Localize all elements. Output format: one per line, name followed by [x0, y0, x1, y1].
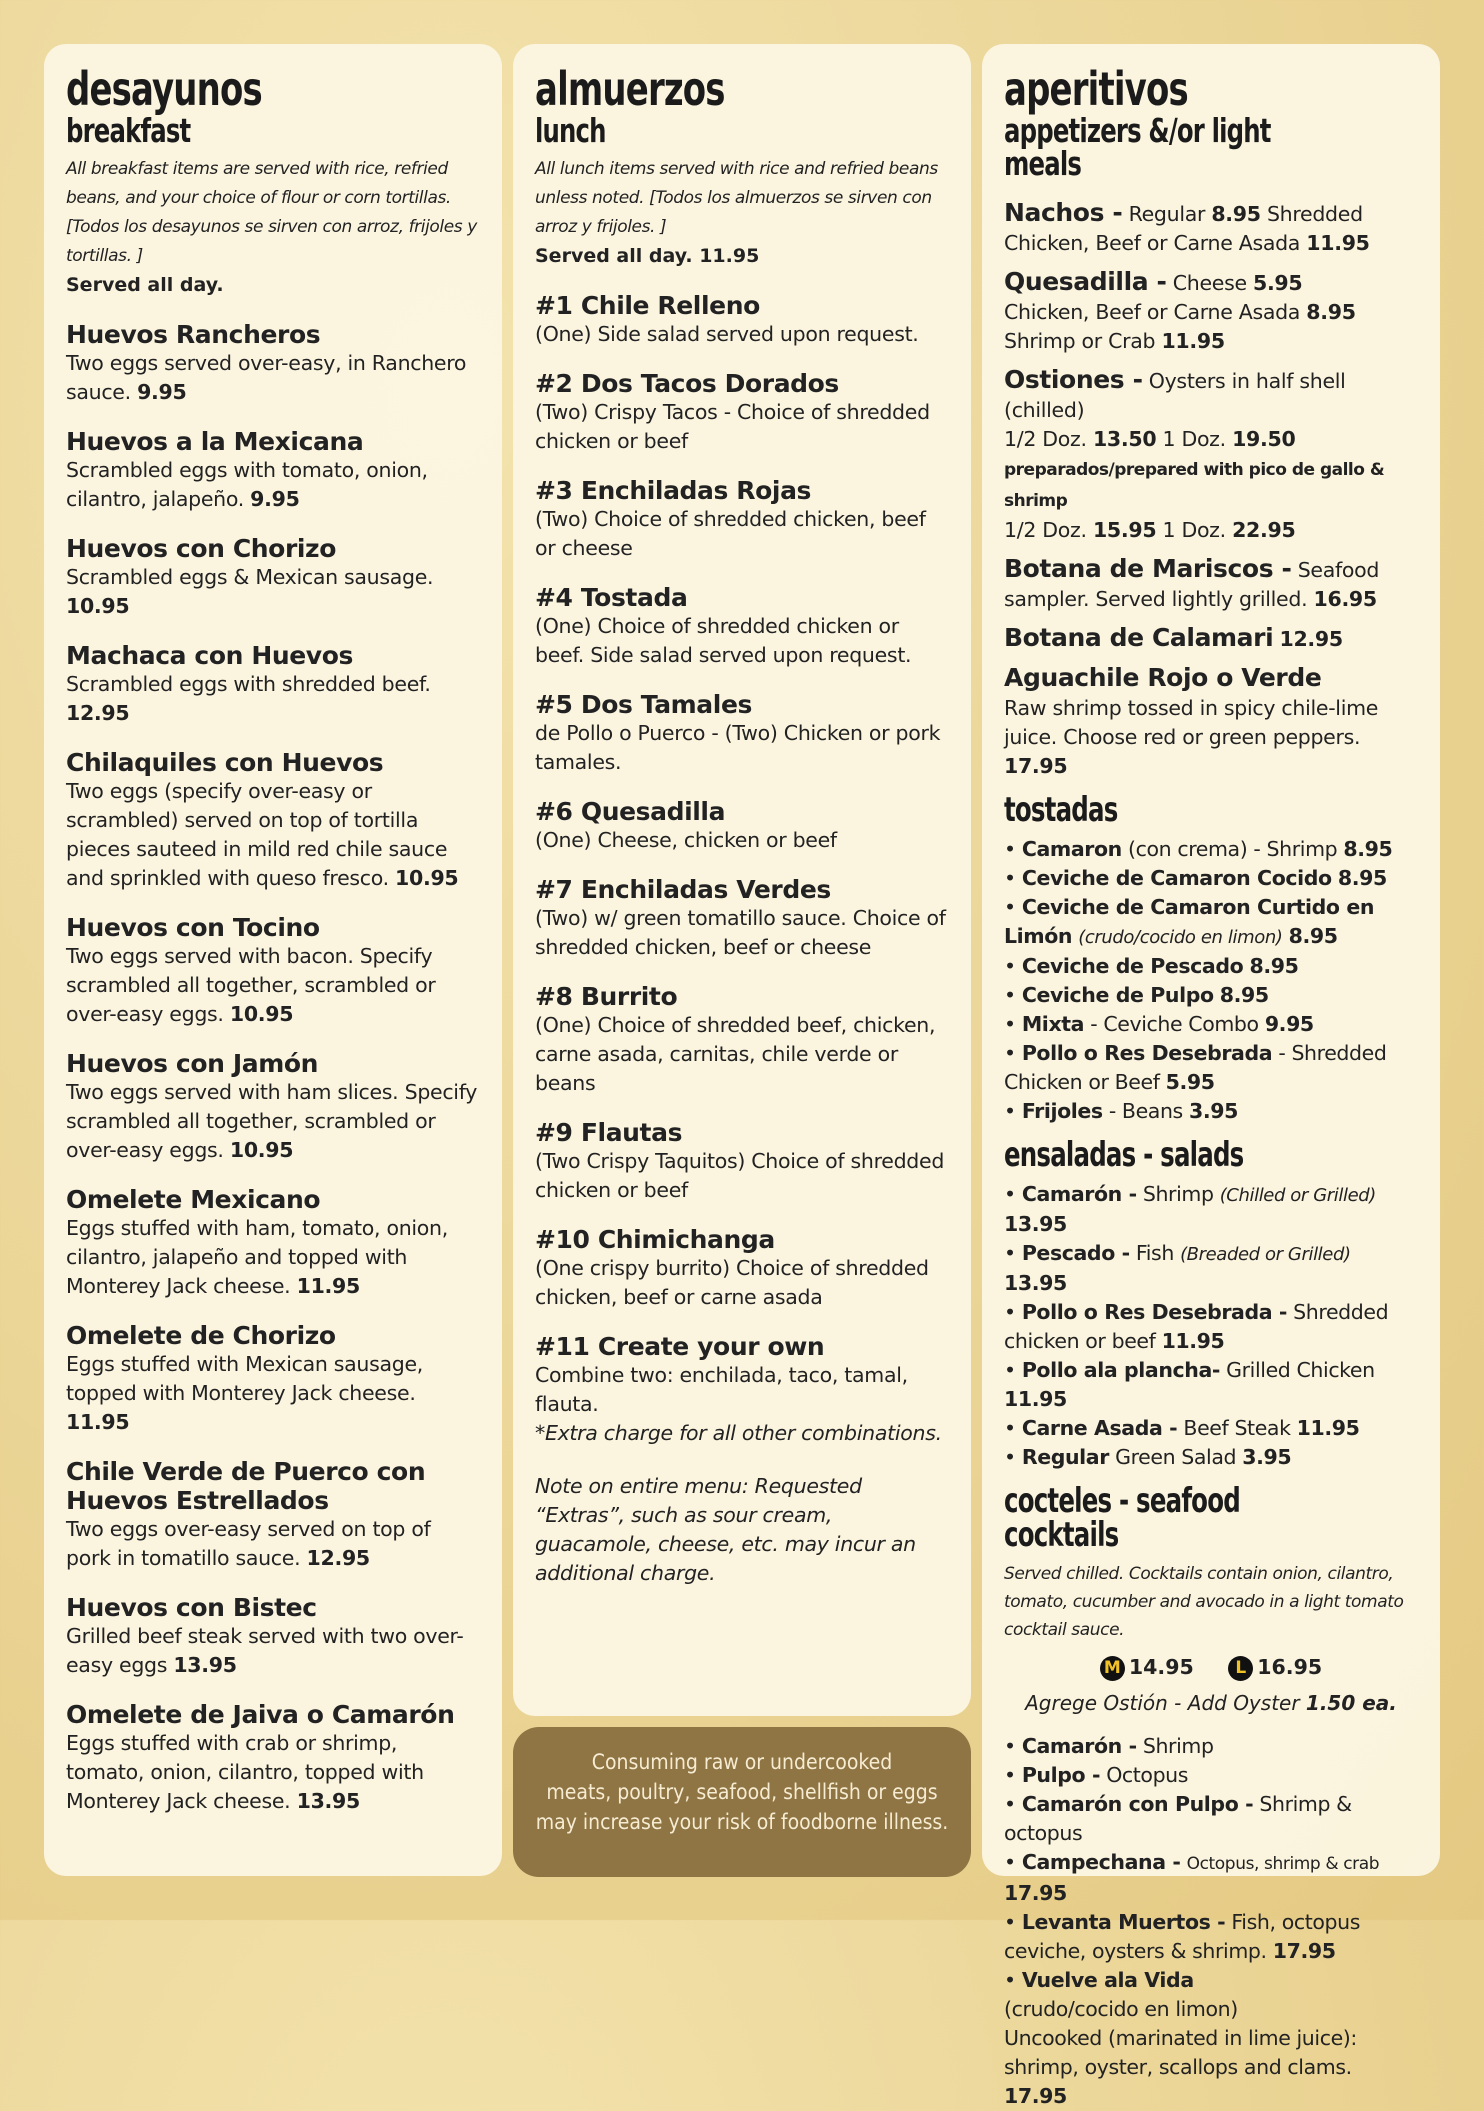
item-name: Pollo o Res Desebrada	[1021, 1041, 1273, 1065]
item-name: Pollo ala plancha-	[1021, 1358, 1221, 1382]
item-price: 12.95	[66, 701, 130, 725]
item-desc: (One) Choice of shredded beef, chicken, carne asada, carnitas, chile verde or beans	[535, 1013, 936, 1095]
item-price: 17.95	[1004, 2084, 1067, 2108]
lunch-intro: All lunch items served with rice and refried beans unless noted. [Todos los almuerzos se sirven con arroz y frijoles. ]	[535, 159, 938, 237]
size-label: 1/2 Doz.	[1004, 427, 1087, 451]
add-oyster-note	[1004, 1688, 1418, 1718]
item-name: Ceviche de Pulpo	[1021, 983, 1214, 1007]
item-name: Pescado -	[1021, 1241, 1130, 1265]
appetizers-panel	[982, 44, 1440, 2108]
lunch-item	[535, 690, 949, 777]
size-label: 1 Doz.	[1162, 427, 1226, 451]
lunch-item	[535, 1225, 949, 1312]
lunch-title: almuerzos	[535, 62, 725, 116]
lunch-subtitle: lunch	[535, 111, 606, 150]
breakfast-served: Served all day.	[66, 274, 224, 296]
lunch-item	[535, 583, 949, 670]
item-desc: Eggs stuffed with crab or shrimp, tomato, onion, cilantro, topped with Monterey Jack cheese.	[66, 1731, 424, 1813]
item-note: (crudo/cocido en limon)	[1004, 1997, 1238, 2021]
item-price: 12.95	[1279, 627, 1343, 651]
item-price: 11.95	[1161, 329, 1225, 353]
item-price: 11.95	[1004, 1387, 1067, 1411]
large-price: 16.95	[1257, 1655, 1323, 1679]
item-price: 8.95	[1249, 954, 1299, 978]
breakfast-subtitle: breakfast	[66, 111, 191, 150]
salad-item: • Camarón - Shrimp (Chilled or Grilled) 13.95	[1004, 1182, 1376, 1236]
item-desc: Shredded chicken or beef	[1004, 1300, 1389, 1353]
item-price: 3.95	[1242, 1445, 1292, 1469]
item-name: Botana de Calamari	[1004, 623, 1274, 652]
item-desc: Two eggs served over-easy, in Ranchero sauce.	[66, 351, 467, 404]
item-price: 9.95	[250, 487, 300, 511]
item-name: Huevos con Tocino	[66, 913, 320, 942]
item-desc: de Pollo o Puerco - (Two) Chicken or pork tamales.	[535, 721, 941, 774]
item-name: Omelete Mexicano	[66, 1185, 321, 1214]
item-name: Regular	[1021, 1445, 1109, 1469]
item-desc: Seafood sampler. Served lightly grilled.	[1004, 558, 1380, 611]
item-desc: Shredded Chicken, Beef or Carne Asada	[1004, 202, 1363, 255]
item-name: #6 Quesadilla	[535, 797, 726, 826]
item-price: 5.95	[1165, 1070, 1215, 1094]
item-name: #7 Enchiladas Verdes	[535, 875, 831, 904]
appetizer-quesadilla	[1004, 267, 1418, 356]
breakfast-item	[66, 641, 480, 728]
item-name: Huevos con Jamón	[66, 1049, 319, 1078]
menu-note: Note on entire menu: Requested “Extras”, such as sour cream, guacamole, cheese, etc. may incur an additional charge.	[535, 1474, 916, 1585]
item-name: #9 Flautas	[535, 1118, 683, 1147]
tostada-item: • Mixta - Ceviche Combo 9.95	[1004, 1012, 1314, 1036]
cocktail-sizes	[1004, 1652, 1418, 1682]
item-desc: Beef Steak	[1183, 1416, 1291, 1440]
breakfast-item	[66, 534, 480, 621]
breakfast-item	[66, 427, 480, 514]
item-name: #10 Chimichanga	[535, 1225, 775, 1254]
size-large	[1228, 1655, 1322, 1679]
cocktail-item: • Camarón con Pulpo - Shrimp & octopus	[1004, 1792, 1352, 1845]
item-name: #8 Burrito	[535, 982, 678, 1011]
item-desc: Chicken, Beef or Carne Asada	[1004, 300, 1301, 324]
item-name: Frijoles	[1021, 1099, 1103, 1123]
lunch-item	[535, 291, 949, 349]
item-desc: Grilled Chicken	[1226, 1358, 1375, 1382]
cocktails-title: cocteles - seafood cocktails	[1004, 1481, 1240, 1555]
item-price: 8.95	[1337, 866, 1387, 890]
cocktail-item: • Levanta Muertos - Fish, octopus ceviche, oysters & shrimp. 17.95	[1004, 1910, 1360, 1963]
item-name: Chilaquiles con Huevos	[66, 748, 384, 777]
item-price: 10.95	[66, 594, 130, 618]
lunch-item	[535, 369, 949, 456]
salad-item: • Regular Green Salad 3.95	[1004, 1445, 1292, 1469]
item-name: Huevos a la Mexicana	[66, 427, 364, 456]
item-name: Chile Verde de Puerco con Huevos Estrellados	[66, 1457, 426, 1515]
food-safety-warning	[513, 1727, 971, 1877]
item-desc: Shrimp or Crab	[1004, 329, 1156, 353]
item-desc: (Two) Crispy Tacos - Choice of shredded chicken or beef	[535, 400, 930, 453]
item-name: #4 Tostada	[535, 583, 688, 612]
item-desc: (Two Crispy Taquitos) Choice of shredded chicken or beef	[535, 1149, 945, 1202]
lunch-served: Served all day. 11.95	[535, 245, 760, 267]
lunch-item	[535, 1118, 949, 1205]
item-name: Huevos con Chorizo	[66, 534, 336, 563]
item-desc: (One) Side salad served upon request.	[535, 322, 919, 346]
breakfast-item	[66, 1457, 480, 1573]
item-name: Ceviche de Camaron Curtido en Limón	[1004, 895, 1375, 948]
warning-line: may increase your risk of foodborne illness.	[535, 1810, 949, 1834]
item-price: 19.50	[1232, 427, 1296, 451]
item-name: Ostiones -	[1004, 365, 1143, 394]
item-desc: Shrimp	[1142, 1182, 1214, 1206]
item-price: 10.95	[395, 866, 459, 890]
appetizer-botana-calamari	[1004, 623, 1418, 654]
tostada-item: • Ceviche de Camaron Cocido 8.95	[1004, 866, 1387, 890]
item-desc: (One crispy burrito) Choice of shredded chicken, beef or carne asada	[535, 1256, 929, 1309]
breakfast-item	[66, 320, 480, 407]
cocktail-item: • Pulpo - Octopus	[1004, 1763, 1189, 1787]
item-desc: (Two) w/ green tomatillo sauce. Choice of shredded chicken, beef or cheese	[535, 906, 946, 959]
tostada-item: • Camaron (con crema) - Shrimp 8.95	[1004, 837, 1393, 861]
size-medium	[1100, 1655, 1194, 1679]
item-price: 13.95	[173, 1653, 237, 1677]
item-price: 8.95	[1306, 300, 1356, 324]
salads-title: ensaladas - salads	[1004, 1135, 1244, 1175]
item-price: 13.95	[1004, 1212, 1067, 1236]
breakfast-intro: All breakfast items are served with rice, refried beans, and your choice of flour or corn tortillas.[Todos los desayunos se sirven con arroz, frijoles y tortillas. ]	[66, 159, 477, 266]
item-price: 8.95	[1343, 837, 1393, 861]
breakfast-title: desayunos	[66, 62, 262, 116]
lunch-panel	[513, 44, 971, 1716]
item-desc: Raw shrimp tossed in spicy chile-lime juice. Choose red or green peppers.	[1004, 696, 1379, 749]
item-price: 11.95	[296, 1274, 360, 1298]
cocktail-item-vuelve: • Vuelve ala Vida (crudo/cocido en limon) Uncooked (marinated in lime juice): shrimp, oyster, scallops and clams. 17.95	[1004, 1968, 1357, 2108]
size-label: 1/2 Doz.	[1004, 518, 1087, 542]
item-desc: Octopus, shrimp & crab	[1186, 1854, 1380, 1874]
item-desc: Fish	[1135, 1241, 1174, 1265]
tostada-item: • Ceviche de Pescado 8.95	[1004, 954, 1299, 978]
item-desc: Grilled beef steak served with two over-easy eggs	[66, 1624, 464, 1677]
item-desc: Scrambled eggs with shredded beef.	[66, 672, 431, 696]
item-desc: - Beans	[1108, 1099, 1183, 1123]
cocktail-item: • Camarón - Shrimp	[1004, 1734, 1214, 1758]
item-name: #2 Dos Tacos Dorados	[535, 369, 839, 398]
item-price: 9.95	[1264, 1012, 1314, 1036]
item-name: #3 Enchiladas Rojas	[535, 476, 812, 505]
item-name: Huevos con Bistec	[66, 1593, 317, 1622]
item-name: Omelete de Jaiva o Camarón	[66, 1700, 455, 1729]
item-desc: Combine two: enchilada, taco, tamal, flauta.	[535, 1363, 908, 1416]
item-price: 13.95	[1004, 1271, 1067, 1295]
item-price: 8.95	[1219, 983, 1269, 1007]
item-name: Omelete de Chorizo	[66, 1321, 336, 1350]
appetizer-botana-mariscos	[1004, 554, 1418, 614]
salad-item: • Pollo o Res Desebrada - Shredded chicken or beef 11.95	[1004, 1300, 1389, 1353]
item-price: 3.95	[1188, 1099, 1238, 1123]
item-price: 8.95	[1211, 202, 1261, 226]
item-name: Aguachile Rojo o Verde	[1004, 663, 1322, 692]
item-desc: Oysters in half shell (chilled)	[1004, 369, 1346, 422]
item-desc: Two eggs over-easy served on top of pork in tomatillo sauce.	[66, 1517, 431, 1570]
tostada-item: • Pollo o Res Desebrada - Shredded Chicken or Beef 5.95	[1004, 1041, 1387, 1094]
add-oyster-label: Agrege Ostión - Add Oyster	[1025, 1691, 1300, 1715]
item-price: 10.95	[229, 1138, 294, 1162]
item-name: Pollo o Res Desebrada -	[1021, 1300, 1288, 1324]
salad-item: • Carne Asada - Beef Steak 11.95	[1004, 1416, 1360, 1440]
lunch-item	[535, 476, 949, 563]
item-name: Mixta	[1021, 1012, 1085, 1036]
appetizer-aguachile	[1004, 663, 1418, 781]
cocktail-item: • Campechana - Octopus, shrimp & crab 17.95	[1004, 1850, 1380, 1905]
item-desc: Two eggs served with bacon. Specify scrambled all together, scrambled or over-easy eggs.	[66, 944, 436, 1026]
tostadas-title: tostadas	[1004, 790, 1118, 830]
item-name: Botana de Mariscos -	[1004, 554, 1292, 583]
item-name: Nachos -	[1004, 198, 1123, 227]
item-name: #1 Chile Relleno	[535, 291, 760, 320]
item-note: *Extra charge for all other combinations.	[535, 1421, 942, 1445]
breakfast-panel	[44, 44, 502, 1876]
item-name: Quesadilla -	[1004, 267, 1167, 296]
size-label: 1 Doz.	[1162, 518, 1226, 542]
item-desc: Shrimp	[1142, 1734, 1214, 1758]
item-desc: Eggs stuffed with Mexican sausage, topped with Monterey Jack cheese.	[66, 1352, 423, 1405]
item-note: (Chilled or Grilled)	[1219, 1185, 1376, 1206]
item-name: Carne Asada -	[1021, 1416, 1178, 1440]
lunch-item	[535, 1332, 949, 1448]
breakfast-item	[66, 1700, 480, 1816]
salad-item: • Pollo ala plancha- Grilled Chicken 11.95	[1004, 1358, 1375, 1411]
item-desc: (One) Cheese, chicken or beef	[535, 828, 837, 852]
warning-line: meats, poultry, seafood, shellfish or eggs	[546, 1780, 938, 1804]
item-desc: Fish, octopus ceviche, oysters & shrimp.	[1004, 1910, 1360, 1963]
medium-size-icon: M	[1100, 1656, 1125, 1681]
appetizers-title: aperitivos	[1004, 62, 1188, 116]
item-name: Ceviche de Camaron Cocido	[1021, 866, 1332, 890]
item-desc: (One) Choice of shredded chicken or beef. Side salad served upon request.	[535, 614, 912, 667]
item-name: #11 Create your own	[535, 1332, 825, 1361]
item-name: Camaron	[1021, 837, 1122, 861]
item-price: 13.50	[1092, 427, 1157, 451]
item-price: 11.95	[1296, 1416, 1360, 1440]
appetizers-subtitle: appetizers &/or light meals	[1004, 111, 1271, 183]
item-price: 13.95	[296, 1789, 360, 1813]
breakfast-item	[66, 748, 480, 893]
item-desc: Octopus	[1106, 1763, 1189, 1787]
item-price: 16.95	[1313, 587, 1377, 611]
item-price: 8.95	[1288, 924, 1338, 948]
item-desc: Regular	[1128, 202, 1206, 226]
breakfast-item	[66, 1321, 480, 1437]
appetizer-nachos	[1004, 198, 1418, 258]
medium-price: 14.95	[1128, 1655, 1194, 1679]
item-name: Ceviche de Pescado	[1021, 954, 1244, 978]
cocktails-intro: Served chilled. Cocktails contain onion, cilantro, tomato, cucumber and avocado in a light tomato cocktail sauce.	[1004, 1564, 1404, 1640]
item-desc: (Two) Choice of shredded chicken, beef or cheese	[535, 507, 926, 560]
breakfast-item	[66, 1593, 480, 1680]
item-desc: Green Salad	[1115, 1445, 1237, 1469]
salad-item: • Pescado - Fish (Breaded or Grilled) 13.95	[1004, 1241, 1351, 1295]
lunch-item	[535, 875, 949, 962]
item-name: Levanta Muertos -	[1021, 1910, 1226, 1934]
item-desc: Two eggs (specify over-easy or scrambled) served on top of tortilla pieces sauteed in mild red chile sauce and sprinkled with queso fresco.	[66, 779, 448, 890]
item-desc: Two eggs served with ham slices. Specify scrambled all together, scrambled or over-easy eggs.	[66, 1080, 478, 1162]
item-desc: - Shredded Chicken or Beef	[1004, 1041, 1387, 1094]
item-note: preparados/prepared with pico de gallo & shrimp	[1004, 460, 1385, 511]
large-size-icon: L	[1228, 1656, 1253, 1681]
tostada-item: • Frijoles - Beans 3.95	[1004, 1099, 1238, 1123]
item-desc: Shrimp & octopus	[1004, 1792, 1352, 1845]
item-desc: (con crema) - Shrimp	[1128, 837, 1338, 861]
breakfast-item	[66, 1185, 480, 1301]
warning-line: Consuming raw or undercooked	[591, 1750, 893, 1774]
item-price: 10.95	[229, 1002, 294, 1026]
item-desc: Scrambled eggs with tomato, onion, cilantro, jalapeño.	[66, 458, 428, 511]
item-price: 12.95	[306, 1546, 370, 1570]
item-name: Campechana -	[1021, 1850, 1181, 1874]
item-name: Camarón -	[1021, 1734, 1137, 1758]
tostada-item: • Ceviche de Camaron Curtido en Limón (crudo/cocido en limon) 8.95	[1004, 895, 1375, 948]
item-note: (Breaded or Grilled)	[1180, 1244, 1351, 1265]
lunch-item	[535, 982, 949, 1098]
breakfast-item	[66, 1049, 480, 1165]
lunch-item	[535, 797, 949, 855]
add-oyster-price: 1.50 ea.	[1305, 1691, 1397, 1715]
item-desc: Uncooked (marinated in lime juice): shrimp, oyster, scallops and clams.	[1004, 2026, 1357, 2079]
item-name: Camarón -	[1021, 1182, 1137, 1206]
item-price: 22.95	[1232, 518, 1296, 542]
item-desc: Scrambled eggs & Mexican sausage.	[66, 565, 434, 589]
item-name: Machaca con Huevos	[66, 641, 353, 670]
item-name: Pulpo -	[1021, 1763, 1101, 1787]
item-name: Vuelve ala Vida	[1021, 1968, 1194, 1992]
item-price: 15.95	[1092, 518, 1157, 542]
item-price: 5.95	[1252, 271, 1303, 295]
item-price: 17.95	[1272, 1939, 1336, 1963]
item-price: 17.95	[1004, 754, 1068, 778]
item-price: 11.95	[1306, 231, 1370, 255]
breakfast-item	[66, 913, 480, 1029]
item-name: Huevos Rancheros	[66, 320, 321, 349]
item-price: 17.95	[1004, 1881, 1067, 1905]
appetizer-ostiones	[1004, 365, 1418, 545]
item-desc: - Ceviche Combo	[1090, 1012, 1259, 1036]
item-desc: Cheese	[1172, 271, 1247, 295]
item-name: Camarón con Pulpo -	[1021, 1792, 1254, 1816]
item-price: 11.95	[66, 1410, 130, 1434]
item-desc: (crudo/cocido en limon)	[1078, 927, 1283, 948]
item-price: 9.95	[137, 380, 187, 404]
item-price: 11.95	[1161, 1329, 1225, 1353]
tostada-item: • Ceviche de Pulpo 8.95	[1004, 983, 1269, 1007]
item-name: #5 Dos Tamales	[535, 690, 752, 719]
item-desc: Eggs stuffed with ham, tomato, onion, cilantro, jalapeño and topped with Monterey Jack cheese.	[66, 1216, 448, 1298]
